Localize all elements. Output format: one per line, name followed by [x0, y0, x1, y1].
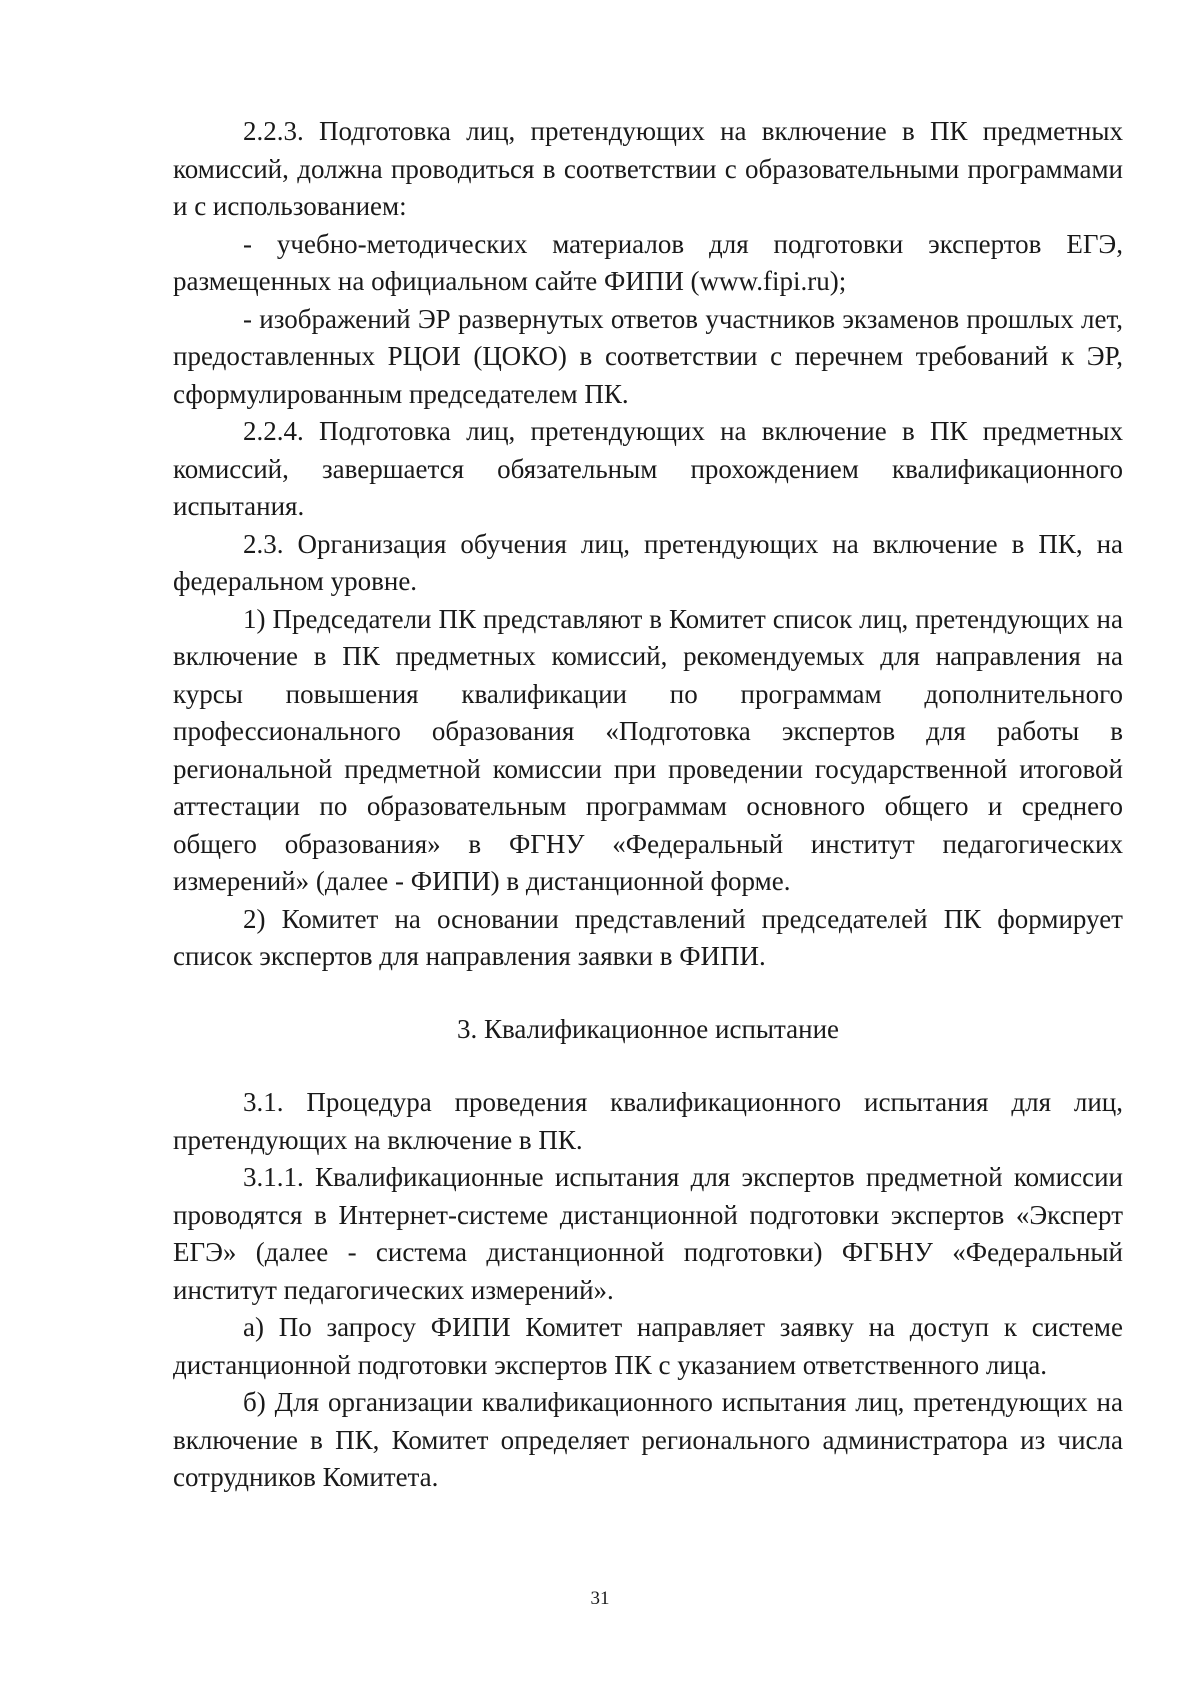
paragraph-3-1-1-item-a: а) По запросу ФИПИ Комитет направляет заявку на доступ к системе дистанционной подготовки экспертов ПК с указанием ответственного лица.: [173, 1312, 1123, 1380]
paragraph-2-3-item-1: 1) Председатели ПК представляют в Комитет список лиц, претендующих на включение в ПК предметных комиссий, рекомендуемых для направления на курсы повышения квалификации по программам дополнительного профессионального образования «Подготовка экспертов для работы в региональной предметной комиссии при проведении государственной итоговой аттестации по образовательным программам основного общего и среднего общего образования» в ФГНУ «Федеральный институт педагогических измерений» (далее - ФИПИ) в дистанционной форме.: [173, 603, 1123, 896]
paragraph-2-2-4: 2.2.4. Подготовка лиц, претендующих на включение в ПК предметных комиссий, завершается обязательным прохождением квалификационного испытания.: [173, 416, 1123, 521]
paragraph-2-3: 2.3. Организация обучения лиц, претендующих на включение в ПК, на федеральном уровне.: [173, 528, 1123, 596]
page-number: 31: [590, 1588, 610, 1609]
section-heading: 3. Квалификационное испытание: [456, 1013, 840, 1044]
list-item-methodical-materials: - учебно-методических материалов для подготовки экспертов ЕГЭ, размещенных на официальном сайте ФИПИ (www.fipi.ru);: [173, 228, 1123, 296]
list-item-er-images: - изображений ЭР развернутых ответов участников экзаменов прошлых лет, предоставленных РЦОИ (ЦОКО) в соответствии с перечнем требований к ЭР, сформулированным председателем ПК.: [173, 303, 1123, 409]
paragraph-3-1: 3.1. Процедура проведения квалификационного испытания для лиц, претендующих на включение в ПК.: [173, 1087, 1123, 1155]
paragraph-3-1-1: 3.1.1. Квалификационные испытания для экспертов предметной комиссии проводятся в Интернет-системе дистанционной подготовки экспертов «Эксперт ЕГЭ» (далее - система дистанционной подготовки) ФГБНУ «Федеральный институт педагогических измерений».: [173, 1162, 1123, 1305]
paragraph-3-1-1-item-b: б) Для организации квалификационного испытания лиц, претендующих на включение в ПК, Комитет определяет регионального администратора из числа сотрудников Комитета.: [173, 1387, 1123, 1492]
paragraph-2-2-3: 2.2.3. Подготовка лиц, претендующих на включение в ПК предметных комиссий, должна проводиться в соответствии с образовательными программами и с использованием:: [173, 116, 1123, 221]
document-body: [173, 113, 1123, 1497]
paragraph-2-3-item-2: 2) Комитет на основании представлений председателей ПК формирует список экспертов для направления заявки в ФИПИ.: [173, 903, 1123, 971]
